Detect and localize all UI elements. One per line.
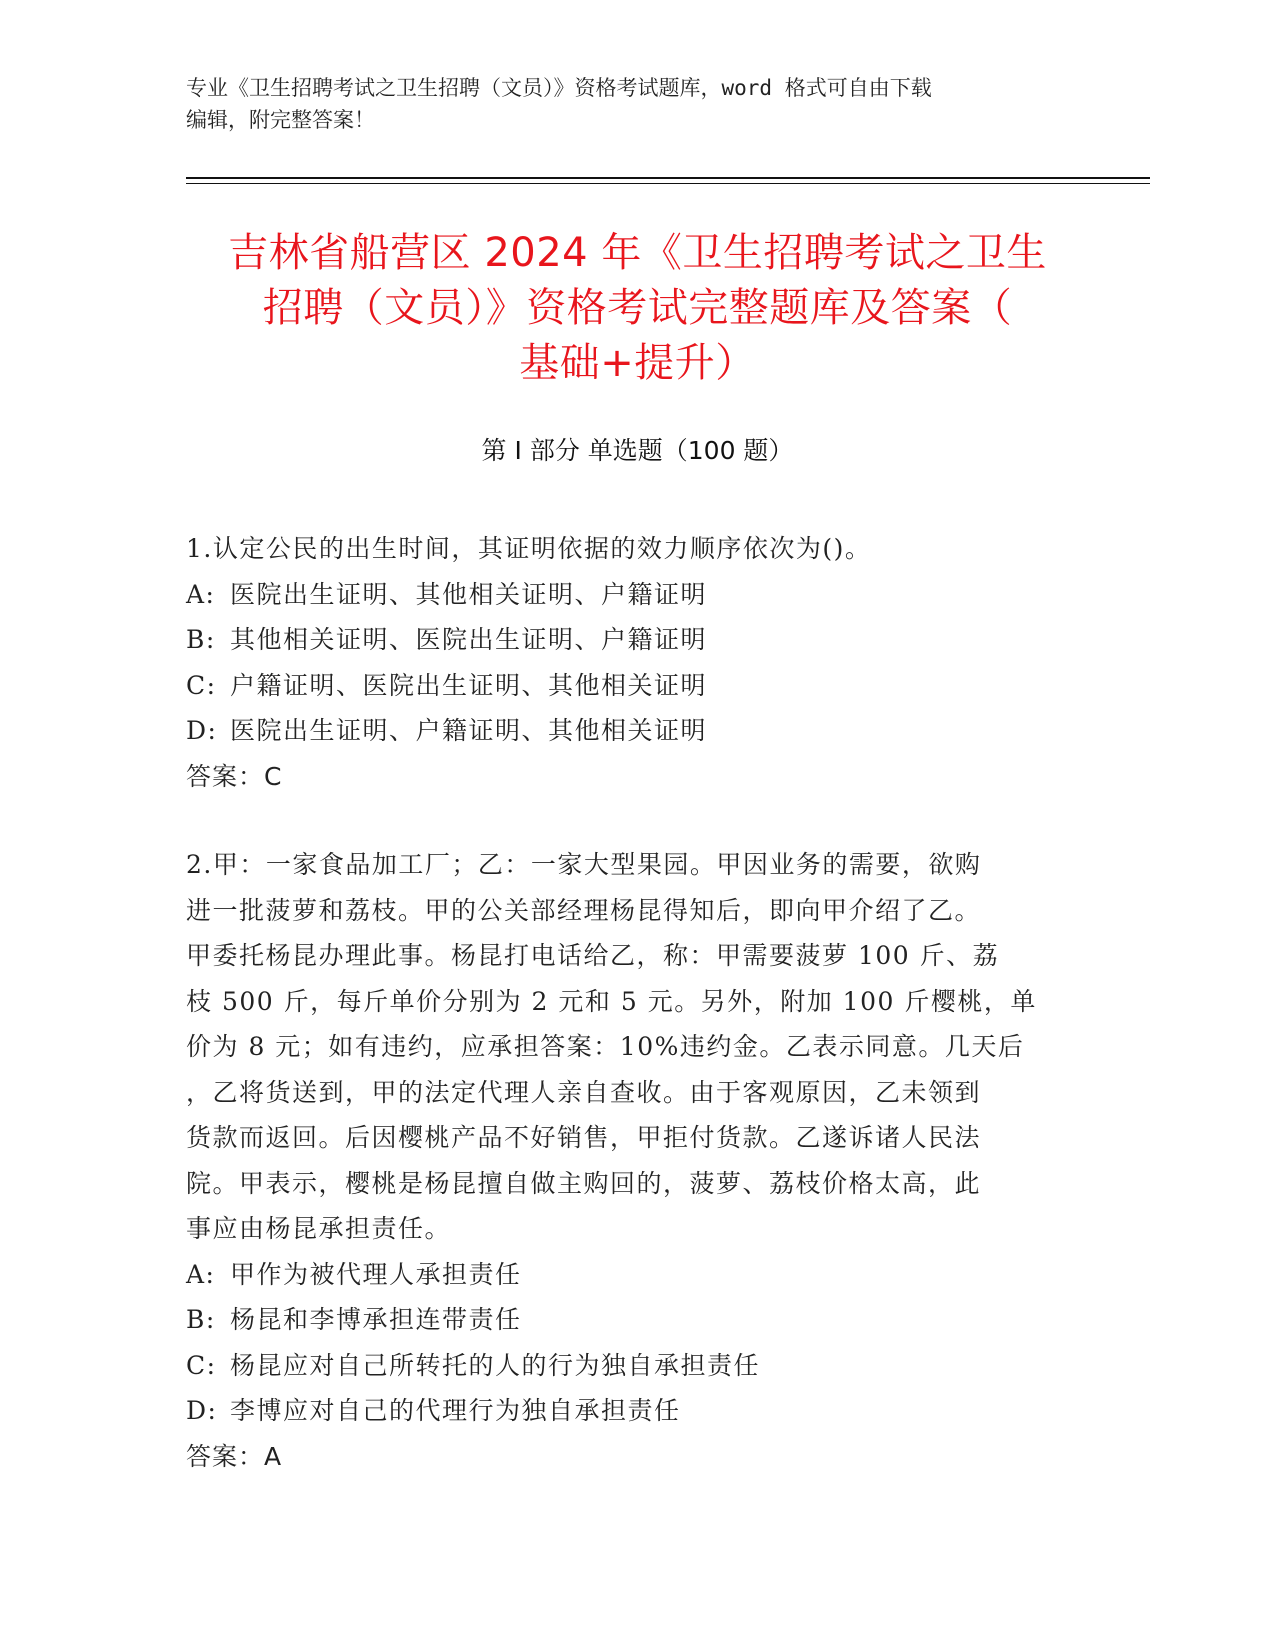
question-1 [186,526,1066,799]
stem-line: 2.甲：一家食品加工厂；乙：一家大型果园。甲因业务的需要，欲购 [186,850,982,879]
option-list [186,1252,1066,1434]
option-letter: B: [186,1305,216,1334]
header-line-1: 专业《卫生招聘考试之卫生招聘（文员）》资格考试题库，word 格式可自由下载 [186,76,932,100]
stem-line: 进一批菠萝和荔枝。甲的公关部经理杨昆得知后，即向甲介绍了乙。 [186,895,982,925]
option-text: 李博应对自己的代理行为独自承担责任 [230,1396,681,1425]
page-header [186,72,1086,136]
stem-line: ，乙将货送到，甲的法定代理人亲自查收。由于客观原因，乙未领到 [186,1077,982,1107]
title-line-3: 基础+提升） [519,340,756,386]
option-letter: D: [186,1396,218,1425]
stem-line: 院。甲表示，樱桃是杨昆擅自做主购回的，菠萝、荔枝价格太高，此 [186,1168,982,1198]
option-d [186,708,1066,754]
stem-line: 货款而返回。后因樱桃产品不好销售，甲拒付货款。乙遂诉诸人民法 [186,1123,982,1152]
option-c [186,663,1066,709]
header-rule-thin [186,183,1150,184]
option-letter: D: [186,716,218,745]
option-text: 医院出生证明、其他相关证明、户籍证明 [230,579,708,609]
option-text: 户籍证明、医院出生证明、其他相关证明 [230,670,708,700]
header-line-2: 编辑，附完整答案！ [186,108,375,132]
option-letter: C: [186,670,217,700]
stem-line: 价为 8 元；如有违约，应承担答案：10%违约金。乙表示同意。几天后 [186,1032,1025,1061]
option-d [186,1388,1066,1434]
document-title [150,226,1125,391]
option-c [186,1343,1066,1389]
title-line-1: 吉林省船营区 2024 年《卫生招聘考试之卫生 [228,230,1047,276]
option-b [186,617,1066,663]
header-rule-thick [186,177,1150,179]
option-b [186,1297,1066,1343]
option-list [186,572,1066,754]
option-letter: A: [186,1259,216,1289]
option-text: 甲作为被代理人承担责任 [230,1259,522,1289]
stem-line: 事应由杨昆承担责任。 [186,1214,452,1243]
option-a [186,572,1066,618]
option-a [186,1252,1066,1298]
question-2 [186,842,1066,1479]
section-title: 第 I 部分 单选题（100 题） [481,436,794,465]
question-stem: 1.认定公民的出生时间，其证明依据的效力顺序依次为()。 [186,534,872,563]
answer-line: 答案：C [186,761,283,791]
option-text: 杨昆应对自己所转托的人的行为独自承担责任 [230,1350,761,1380]
answer-line: 答案：A [186,1441,283,1471]
title-line-2: 招聘（文员）》资格考试完整题库及答案（ [262,285,1013,331]
question-stem [186,842,1066,1252]
option-text: 杨昆和李博承担连带责任 [230,1305,522,1334]
option-letter: B: [186,625,216,654]
stem-line: 甲委托杨昆办理此事。杨昆打电话给乙，称：甲需要菠萝 100 斤、荔 [186,941,1000,970]
option-text: 医院出生证明、户籍证明、其他相关证明 [230,716,708,745]
option-letter: A: [186,579,216,609]
stem-line: 枝 500 斤，每斤单价分别为 2 元和 5 元。另外，附加 100 斤樱桃，单 [186,986,1037,1016]
option-text: 其他相关证明、医院出生证明、户籍证明 [230,625,708,654]
option-letter: C: [186,1350,217,1380]
